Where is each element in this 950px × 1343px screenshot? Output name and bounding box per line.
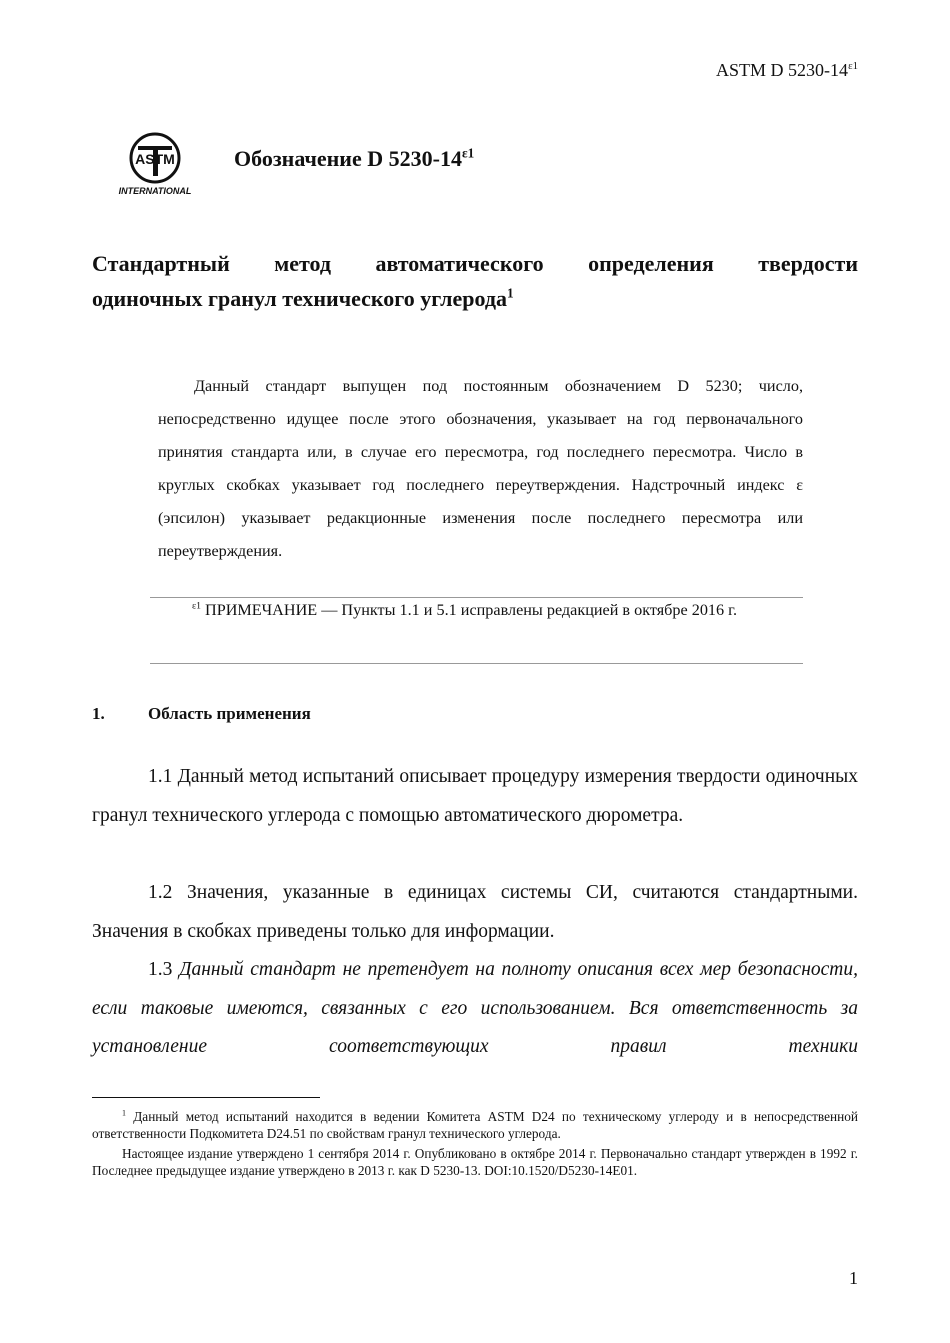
- logo-text-top: ASTM: [135, 151, 175, 167]
- footnote-marker: 1: [122, 1108, 126, 1118]
- paragraph-1-3: [92, 951, 858, 1067]
- section-number: 1.: [92, 704, 105, 723]
- running-header: [716, 60, 858, 81]
- page-number: 1: [849, 1268, 858, 1288]
- paragraph-1-3-number: 1.3: [148, 959, 180, 980]
- footnote-2-text: Настоящее издание утверждено 1 сентября 2014 г. Опубликовано в октябре 2014 г. Первоначально стандарт утвержден в 1992 г. Последнее предыдущее издание утверждено в 2013 г. как D 5230-13. DOI:10.1520/D5230-14E01.: [92, 1146, 858, 1178]
- document-title-line1: Стандартный метод автоматического определения твердости: [92, 251, 858, 276]
- designation-text: Обозначение D 5230-14: [234, 146, 462, 171]
- footnote-2: [92, 1145, 858, 1179]
- document-title-line2: [92, 286, 514, 312]
- paragraph-1-2: [92, 874, 858, 951]
- paragraph-1-2-text: 1.2 Значения, указанные в единицах системы СИ, считаются стандартными. Значения в скобках приведены только для информации.: [92, 882, 858, 942]
- intro-text: Данный стандарт выпущен под постоянным обозначением D 5230; число, непосредственно идущее после этого обозначения, указывает на год первоначального принятия стандарта или, в случае его пересмотра, год последнего пересмотра. Число в круглых скобках указывает год последнего переутверждения. Надстрочный индекс ε (эпсилон) указывает редакционные изменения после последнего пересмотра или переутверждения.: [158, 377, 803, 560]
- note-text: ПРИМЕЧАНИЕ — Пункты 1.1 и 5.1 исправлены редакцией в октябре 2016 г.: [200, 601, 738, 619]
- note-bottom-rule: [150, 663, 803, 664]
- astm-logo: [110, 128, 200, 198]
- editorial-note: [158, 594, 803, 627]
- footnote-1: [92, 1108, 858, 1142]
- intro-paragraph: [158, 370, 803, 568]
- section-heading: [92, 704, 311, 724]
- designation-sup: ε1: [461, 145, 475, 161]
- header-sup: ε1: [848, 60, 858, 72]
- footnote-separator: [92, 1097, 320, 1098]
- paragraph-1-3-text: Данный стандарт не претендует на полноту описания всех мер безопасности, если таковые имеются, связанных с его использованием. Вся ответственность за установление соответствующих правил техники: [92, 959, 858, 1057]
- paragraph-1-1: [92, 758, 858, 835]
- designation: [234, 146, 474, 172]
- note-sup: ε1: [192, 600, 201, 612]
- section-title: Область применения: [148, 704, 311, 723]
- paragraph-1-1-text: 1.1 Данный метод испытаний описывает процедуру измерения твердости одиночных гранул технического углерода с помощью автоматического дюрометра.: [92, 766, 858, 826]
- title-footnote-ref: 1: [506, 285, 514, 301]
- logo-text-bottom: INTERNATIONAL: [118, 186, 192, 196]
- title-line2-text: одиночных гранул технического углерода: [92, 286, 507, 311]
- footnote-1-text: Данный метод испытаний находится в ведении Комитета ASTM D24 по техническому углероду и в непосредственной ответственности Подкомитета D24.51 по свойствам гранул технического углерода.: [92, 1109, 858, 1141]
- header-code: ASTM D 5230-14: [716, 60, 849, 80]
